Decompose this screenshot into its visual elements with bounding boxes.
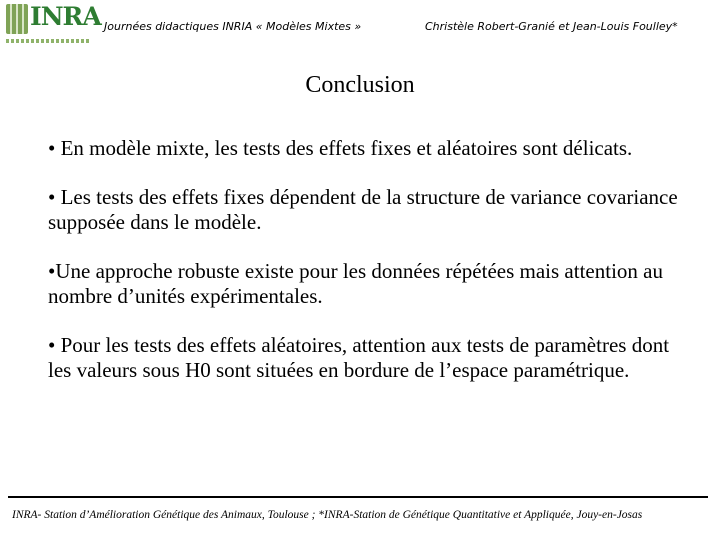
bullet-list <box>48 136 688 407</box>
inra-logo <box>6 2 101 50</box>
bullet-item: •Une approche robuste existe pour les données répétées mais attention au nombre d’unités expérimentales. <box>48 259 663 308</box>
slide-title: Conclusion <box>305 72 415 98</box>
bullet-item: • Pour les tests des effets aléatoires, attention aux tests de paramètres dont les valeurs sous H0 sont situées en bordure de l’espace paramétrique. <box>48 333 670 382</box>
footer-affiliations: INRA- Station d’Amélioration Génétique des Animaux, Toulouse ; *INRA-Station de Génétique Quantitative et Appliquée, Jouy-en-Josas <box>12 509 643 521</box>
header-authors: Christèle Robert-Granié et Jean-Louis Foulley* <box>425 20 678 33</box>
leaf-icon <box>6 4 28 34</box>
logo-caption-line <box>6 39 90 43</box>
header-event-title: Journées didactiques INRIA « Modèles Mixtes » <box>104 20 362 33</box>
bullet-item: • Les tests des effets fixes dépendent de la structure de variance covariance supposée dans le modèle. <box>48 185 678 234</box>
bullet-item: • En modèle mixte, les tests des effets fixes et aléatoires sont délicats. <box>48 136 633 160</box>
logo-text: INRA <box>30 2 101 31</box>
footer-divider <box>8 496 708 498</box>
